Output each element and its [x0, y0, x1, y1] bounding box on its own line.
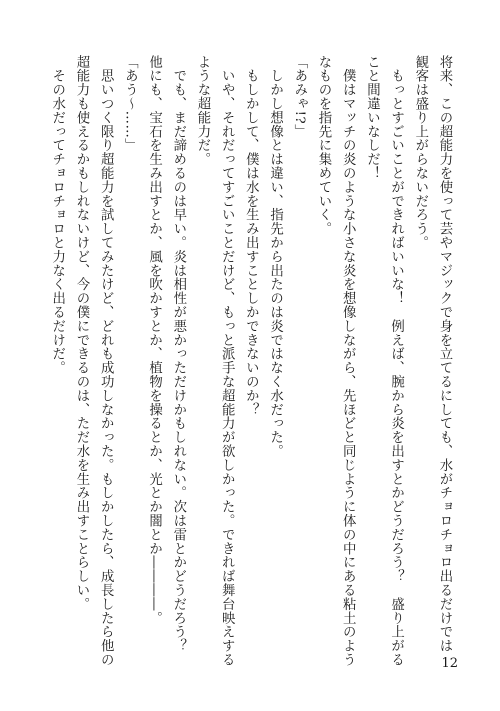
text-line: 思いつく限り超能力を試してみたけど、どれも成功しなかった。もしかしたら、成長したら他の: [98, 55, 114, 667]
text-line: もしかして、僕は水を生み出すことしかできないのか？: [243, 55, 259, 417]
text-line: こと間違いなしだ！: [364, 55, 380, 181]
text-line: 他にも、宝石を生み出すとか、風を吹かすとか、植物を操るとか、光とか闇とか――――。: [146, 55, 162, 625]
text-line: しかし想像とは違い、指先から出たのは炎ではなく水だった。: [267, 55, 283, 459]
text-line: でも、まだ諦めるのは早い。炎は相性が悪かっただけかもしれない。次は雷とかどうだろう？: [170, 55, 186, 653]
text-line: いや、それだってすごいことだけど、もっと派手な超能力が欲しかった。できれば舞台映えする: [219, 55, 235, 667]
text-line: 僕はマッチの炎のような小さな炎を想像しながら、先ほどと同じように体の中にある粘土のよう: [340, 55, 356, 667]
page-number: 12: [441, 656, 458, 671]
text-line: その水だってチョロチョロと力なく出るだけだ。: [49, 55, 65, 375]
text-line: 観客は盛り上がらないだろう。: [412, 55, 428, 250]
text-line: ような超能力だ。: [194, 55, 210, 167]
text-line: 超能力も使えるかもしれないけど、今の僕にできるのは、ただ水を生み出すことらしい。: [73, 55, 89, 611]
text-line: 「あみゃ!?」: [291, 55, 307, 139]
text-line: もっとすごいことができればいいな！ 例えば、腕から炎を出すとかどうだろう？ 盛り上がる: [388, 55, 404, 667]
text-line: なものを指先に集めていく。: [315, 55, 331, 236]
text-line: 将来、この超能力を使って芸やマジックで身を立てるにしても、水がチョロチョロ出るだけでは: [437, 55, 452, 653]
text-line: 「あう～……」: [122, 55, 138, 153]
